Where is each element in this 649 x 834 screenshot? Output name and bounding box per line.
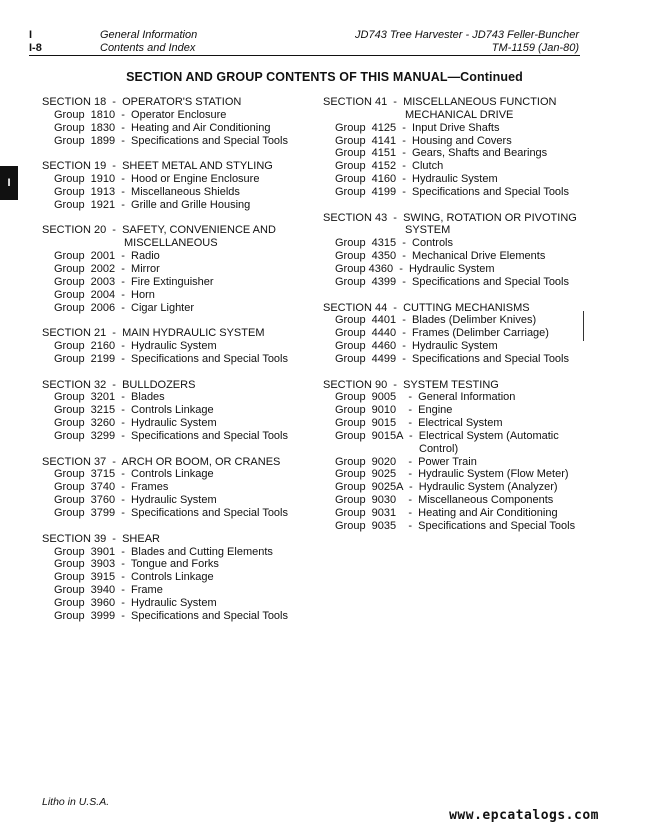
group-entry: Group 9025A - Hydraulic System (Analyzer): [335, 481, 558, 494]
group-entry: Group 3903 - Tongue and Forks: [54, 558, 219, 571]
group-entry: Group 4141 - Housing and Covers: [335, 134, 512, 147]
group-entry: Group 4350 - Mechanical Drive Elements: [335, 250, 546, 263]
group-entry: Group 2004 - Horn: [54, 288, 155, 301]
group-entry: Group 1899 - Specifications and Special Tools: [54, 134, 288, 147]
group-entry: Group 1921 - Grille and Grille Housing: [54, 198, 251, 211]
change-bar: [583, 311, 584, 341]
group-entry: Group 2001 - Radio: [54, 250, 160, 263]
section-tab-marker: I: [0, 166, 18, 200]
section-block: [323, 302, 577, 366]
group-entry: Group 9030 - Miscellaneous Components: [335, 494, 554, 507]
section-block: [42, 160, 288, 211]
group-entry: Group 3901 - Blades and Cutting Elements: [54, 545, 273, 558]
group-entry: Group 4151 - Gears, Shafts and Bearings: [335, 147, 548, 160]
header-right-line2: TM-1159 (Jan-80): [491, 42, 579, 54]
group-entry: Group 3715 - Controls Linkage: [54, 468, 214, 481]
section-heading: SECTION 90 - SYSTEM TESTING: [323, 378, 499, 391]
section-heading: SECTION 39 - SHEAR: [42, 532, 160, 545]
group-entry: Group 9010 - Engine: [335, 404, 453, 417]
page-title: SECTION AND GROUP CONTENTS OF THIS MANUAL—Continued: [126, 70, 523, 84]
footer-litho: Litho in U.S.A.: [42, 796, 110, 808]
group-entry: Group 3760 - Hydraulic System: [54, 494, 217, 507]
header-left-line1: General Information: [100, 29, 198, 41]
group-entry: Group 9015 - Electrical System: [335, 417, 503, 430]
group-entry: Group 2199 - Specifications and Special Tools: [54, 352, 288, 365]
group-entry: Group 4499 - Specifications and Special Tools: [335, 352, 569, 365]
group-entry: Group 3260 - Hydraulic System: [54, 417, 217, 430]
section-heading-continued: MECHANICAL DRIVE: [405, 108, 514, 121]
header-tab-mark: I: [29, 29, 33, 41]
group-entry: Group 4460 - Hydraulic System: [335, 340, 498, 353]
left-column: [42, 96, 288, 635]
group-entry: Group 3940 - Frame: [54, 584, 163, 597]
group-entry: Group 4125 - Input Drive Shafts: [335, 121, 500, 134]
group-entry: Group 4440 - Frames (Delimber Carriage): [335, 327, 549, 340]
group-entry: Group 4315 - Controls: [335, 237, 454, 250]
group-entry: Group 1913 - Miscellaneous Shields: [54, 185, 240, 198]
section-block: [42, 533, 288, 623]
footer-watermark: www.epcatalogs.com: [449, 808, 599, 823]
group-entry: Group 2002 - Mirror: [54, 262, 160, 275]
group-entry: Group 9025 - Hydraulic System (Flow Meter): [335, 468, 569, 481]
header-page-number: I-8: [29, 42, 42, 54]
section-block: [42, 379, 288, 443]
group-entry: Group 4360 - Hydraulic System: [335, 262, 495, 275]
header-rule: [29, 55, 580, 56]
group-entry: Group 3915 - Controls Linkage: [54, 571, 214, 584]
group-entry: Group 9031 - Heating and Air Conditioning: [335, 507, 558, 519]
group-entry: Group 3201 - Blades: [54, 391, 165, 404]
header-left-line2: Contents and Index: [100, 42, 196, 54]
group-entry: Group 3799 - Specifications and Special Tools: [54, 507, 288, 519]
group-entry: Group 4152 - Clutch: [335, 160, 444, 173]
group-entry: Group 3999 - Specifications and Special Tools: [54, 609, 288, 622]
right-column: [323, 96, 577, 546]
section-heading: SECTION 44 - CUTTING MECHANISMS: [323, 301, 530, 314]
section-block: [323, 96, 577, 199]
group-entry: Group 3215 - Controls Linkage: [54, 404, 214, 417]
group-entry: Group 4399 - Specifications and Special Tools: [335, 275, 569, 288]
group-entry: Group 2003 - Fire Extinguisher: [54, 275, 214, 288]
group-entry: Group 4199 - Specifications and Special Tools: [335, 185, 569, 198]
group-entry: Group 3299 - Specifications and Special Tools: [54, 429, 288, 442]
section-heading: SECTION 32 - BULLDOZERS: [42, 378, 196, 391]
group-entry: Group 3740 - Frames: [54, 481, 169, 494]
group-entry: Group 9005 - General Information: [335, 391, 516, 404]
section-heading: SECTION 41 - MISCELLANEOUS FUNCTION: [323, 96, 557, 108]
group-entry: Group 1830 - Heating and Air Conditioning: [54, 121, 271, 134]
header-right-line1: JD743 Tree Harvester - JD743 Feller-Buncher: [355, 29, 579, 41]
group-entry-continued: Control): [419, 442, 459, 455]
section-block: [42, 224, 288, 314]
section-heading: SECTION 43 - SWING, ROTATION OR PIVOTING: [323, 211, 577, 224]
group-entry: Group 3960 - Hydraulic System: [54, 596, 217, 609]
group-entry: Group 2006 - Cigar Lighter: [54, 301, 195, 314]
group-entry: Group 9035 - Specifications and Special Tools: [335, 519, 576, 532]
group-entry: Group 4160 - Hydraulic System: [335, 173, 498, 186]
section-heading: SECTION 37 - ARCH OR BOOM, OR CRANES: [42, 455, 281, 468]
section-block: [323, 379, 577, 533]
section-heading-continued: MISCELLANEOUS: [124, 237, 218, 250]
group-entry: Group 9020 - Power Train: [335, 455, 477, 468]
group-entry: Group 2160 - Hydraulic System: [54, 340, 217, 353]
section-heading: SECTION 18 - OPERATOR'S STATION: [42, 96, 242, 108]
section-heading: SECTION 21 - MAIN HYDRAULIC SYSTEM: [42, 327, 265, 340]
group-entry: Group 4401 - Blades (Delimber Knives): [335, 314, 537, 327]
section-block: [42, 327, 288, 366]
section-block: [42, 96, 288, 147]
section-heading-continued: SYSTEM: [405, 224, 451, 237]
section-block: [323, 212, 577, 289]
group-entry: Group 1910 - Hood or Engine Enclosure: [54, 173, 260, 186]
section-block: [42, 456, 288, 520]
section-heading: SECTION 20 - SAFETY, CONVENIENCE AND: [42, 224, 276, 237]
group-entry: Group 9015A - Electrical System (Automatic: [335, 429, 559, 442]
section-heading: SECTION 19 - SHEET METAL AND STYLING: [42, 160, 273, 173]
group-entry: Group 1810 - Operator Enclosure: [54, 108, 227, 121]
